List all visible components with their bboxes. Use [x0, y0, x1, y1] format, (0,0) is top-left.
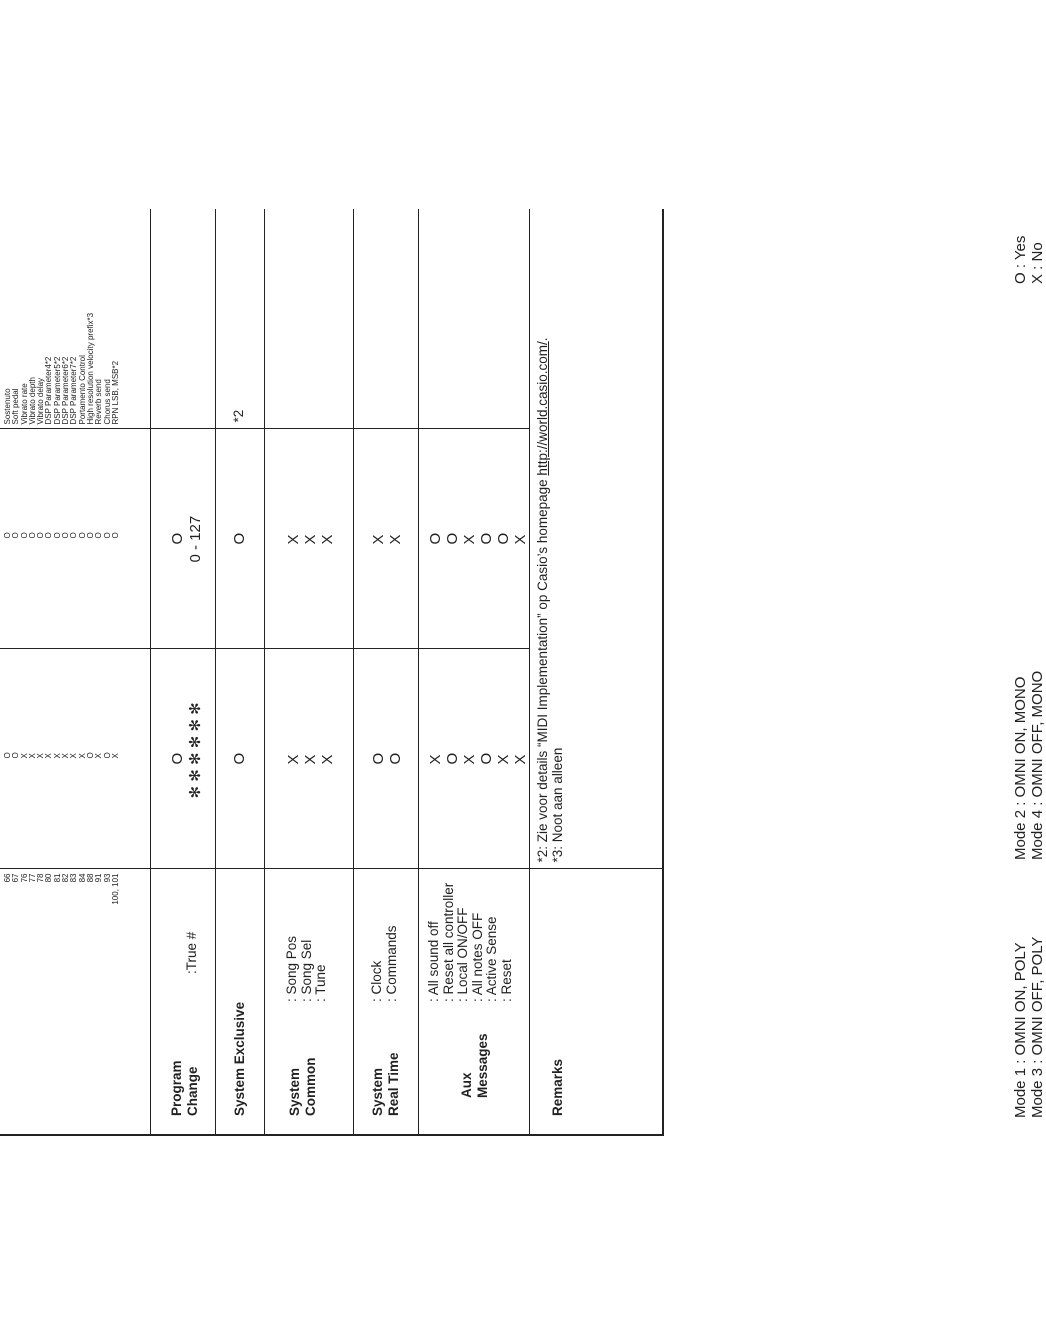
- control-recognized-mark: O: [44, 532, 54, 539]
- system-common-items: [285, 936, 329, 1002]
- control-number: 91: [94, 873, 104, 883]
- aux-recognized-mark: X: [461, 534, 478, 545]
- control-transmitted-mark: X: [77, 753, 87, 759]
- control-remark: DSP Parameter6*2: [61, 356, 71, 425]
- program-change-recognized: O: [169, 532, 186, 545]
- system-common-transmitted: [285, 754, 336, 764]
- control-recognized-mark: O: [52, 532, 62, 539]
- mode-3: Mode 3 : OMNI OFF, POLY: [1029, 936, 1046, 1118]
- system-real-time-recognized-mark: X: [387, 534, 404, 545]
- control-change-row: [0, 209, 151, 1135]
- system-common-remarks-cell: [265, 209, 354, 429]
- control-number: 88: [85, 873, 95, 883]
- mode-2: Mode 2 : OMNI ON, MONO: [1012, 676, 1029, 860]
- control-number: 93: [102, 873, 112, 883]
- legend-yes: O : Yes: [1012, 235, 1029, 284]
- system-exclusive-remarks-cell: [216, 209, 265, 429]
- system-exclusive-transmitted: O: [231, 752, 248, 765]
- program-change-label-2: Change: [185, 1066, 200, 1116]
- program-change-range: 0 - 127: [187, 515, 204, 563]
- system-real-time-recognized: [370, 534, 404, 544]
- system-real-time-recognized-cell: [354, 429, 419, 649]
- control-remark: RPN LSB, MSB*2: [110, 360, 120, 425]
- system-real-time-row: [354, 209, 419, 1135]
- system-real-time-remarks-cell: [354, 209, 419, 429]
- remarks-note-2: [536, 337, 551, 862]
- system-real-time-label-2: Real Time: [386, 1052, 401, 1116]
- aux-message-item: : All sound off: [426, 921, 441, 1002]
- system-common-row: [265, 209, 354, 1135]
- control-remark: Chorus send: [102, 379, 112, 425]
- control-number: 84: [77, 873, 87, 883]
- aux-messages-row: [419, 209, 530, 1135]
- control-remark: Vibrato delay: [36, 377, 46, 425]
- program-change-sub: :True #: [184, 931, 199, 974]
- control-transmitted-mark: O: [11, 752, 21, 759]
- control-transmitted-mark: O: [102, 752, 112, 759]
- midi-implementation-chart: [0, 209, 664, 1136]
- program-change-transmitted-cell: [151, 649, 216, 869]
- aux-transmitted-mark: O: [478, 752, 495, 765]
- control-recognized-mark: O: [3, 532, 12, 539]
- system-common-label: System: [287, 1067, 302, 1116]
- control-number: 78: [36, 873, 46, 883]
- control-recognized-mark: O: [61, 532, 71, 539]
- control-transmitted-mark: X: [52, 753, 62, 759]
- system-exclusive-recognized-cell: [216, 429, 265, 649]
- system-common-item: : Song Sel: [298, 939, 314, 1002]
- system-exclusive-remarks: *2: [231, 409, 246, 423]
- program-change-transmitted: O: [169, 752, 186, 765]
- aux-recognized-mark: O: [427, 532, 444, 545]
- system-real-time-label: System: [370, 1067, 385, 1116]
- control-remark: DSP Parameter5*2: [52, 356, 62, 425]
- system-real-time-items: [370, 925, 399, 1002]
- control-number: 67: [11, 873, 21, 883]
- program-change-recognized-cell: [151, 429, 216, 649]
- control-remark: Sostenuto: [3, 388, 12, 425]
- control-number: 83: [69, 873, 79, 883]
- aux-message-item: : Local ON/OFF: [455, 907, 470, 1002]
- control-transmitted-mark: X: [110, 753, 120, 759]
- control-transmitted-mark: X: [19, 753, 29, 759]
- program-change-row: [151, 209, 216, 1135]
- aux-recognized-mark: O: [495, 532, 512, 545]
- control-transmitted-mark: X: [27, 753, 37, 759]
- control-number: 76: [19, 873, 29, 883]
- aux-message-item: : Reset: [498, 959, 514, 1002]
- aux-transmitted-mark: X: [461, 754, 478, 765]
- control-number: 82: [61, 873, 71, 883]
- control-remark: Reverb send: [94, 379, 104, 425]
- system-common-label-cell: [265, 869, 354, 1135]
- system-exclusive-recognized: O: [231, 532, 248, 545]
- control-transmitted-mark: X: [69, 753, 79, 759]
- mode-legend: [1012, 937, 1046, 1118]
- aux-messages-remarks-cell: [419, 209, 530, 429]
- control-remark: Vibrato rate: [19, 383, 29, 425]
- control-remark: Portamento Control: [77, 355, 87, 425]
- control-remark: DSP Parameter7*2: [69, 356, 79, 425]
- mode-4: Mode 4 : OMNI OFF, MONO: [1029, 670, 1046, 860]
- aux-messages-recognized: [427, 533, 529, 545]
- control-number-cell: [0, 869, 151, 1135]
- system-exclusive-label: System Exclusive: [232, 1001, 247, 1116]
- control-recognized-mark: O: [94, 532, 104, 539]
- system-real-time-transmitted-cell: [354, 649, 419, 869]
- system-common-recognized-mark: X: [319, 534, 336, 545]
- program-change-remarks-cell: [151, 209, 216, 429]
- system-exclusive-row: [216, 209, 265, 1135]
- aux-transmitted-mark: X: [495, 754, 512, 765]
- system-real-time-recognized-mark: X: [370, 534, 387, 545]
- control-transmitted-mark: O: [3, 752, 12, 759]
- aux-recognized-mark: O: [478, 532, 495, 545]
- remarks-row: [530, 209, 664, 1135]
- system-common-recognized-cell: [265, 429, 354, 649]
- aux-message-item: : Active Sense: [484, 916, 499, 1002]
- control-recognized-mark: O: [19, 532, 29, 539]
- aux-transmitted-mark: O: [444, 752, 461, 765]
- control-transmitted-mark: O: [85, 752, 95, 759]
- program-change-label: Program: [169, 1060, 184, 1116]
- system-real-time-transmitted: [370, 753, 404, 765]
- control-recognized-mark: O: [77, 532, 87, 539]
- system-common-transmitted-mark: X: [285, 754, 302, 765]
- control-remarks-cell: [0, 209, 151, 429]
- system-common-recognized-mark: X: [302, 534, 319, 545]
- system-common-transmitted-mark: X: [319, 754, 336, 765]
- aux-messages-label-2: Messages: [475, 1033, 490, 1098]
- program-change-true-numbers: ✻ ✻ ✻ ✻ ✻ ✻: [187, 702, 204, 799]
- control-number: 100, 101: [110, 873, 120, 905]
- aux-message-item: : All notes OFF: [469, 912, 485, 1002]
- system-real-time-transmitted-mark: O: [387, 752, 404, 765]
- control-number: 80: [44, 873, 54, 883]
- system-common-recognized: [285, 534, 336, 544]
- control-recognized-cell: [0, 429, 151, 649]
- system-real-time-item: : Clock: [369, 960, 384, 1002]
- control-remark: Soft pedal: [11, 388, 21, 425]
- aux-messages-transmitted: [427, 753, 529, 765]
- control-number-list: [4, 874, 120, 905]
- control-transmitted-list: [4, 752, 120, 758]
- control-remark: Vibrato depth: [27, 377, 37, 425]
- remarks-note-2-suffix: .: [535, 337, 550, 342]
- rotated-page: [0, 210, 1046, 1136]
- control-transmitted-cell: [0, 649, 151, 869]
- control-recognized-list: [4, 532, 120, 538]
- control-remark: High resolution velocity prefix*3: [85, 312, 95, 425]
- legend-no: X : No: [1029, 242, 1046, 284]
- system-real-time-label-cell: [354, 869, 419, 1135]
- control-transmitted-mark: X: [61, 753, 71, 759]
- aux-messages-label-cell: [419, 869, 530, 1135]
- control-remarks-list: [4, 313, 120, 425]
- control-number: 66: [3, 873, 12, 883]
- control-recognized-mark: O: [27, 532, 37, 539]
- remarks-note-2-text: *2: Zie voor details “MIDI Implementation” op Casio’s homepage: [535, 475, 550, 863]
- control-number: 81: [52, 873, 62, 883]
- mode-1: Mode 1 : OMNI ON, POLY: [1012, 942, 1029, 1118]
- system-exclusive-transmitted-cell: [216, 649, 265, 869]
- aux-message-item: : Reset all controller: [440, 882, 456, 1002]
- control-recognized-mark: O: [85, 532, 95, 539]
- system-common-transmitted-mark: X: [302, 754, 319, 765]
- aux-transmitted-mark: X: [427, 754, 444, 765]
- yes-no-legend: [1012, 236, 1046, 284]
- system-common-item: : Tune: [313, 964, 328, 1002]
- control-number: 77: [27, 873, 37, 883]
- aux-recognized-mark: O: [444, 532, 461, 545]
- control-recognized-mark: O: [69, 532, 79, 539]
- system-exclusive-label-cell: [216, 869, 265, 1135]
- casio-homepage-link[interactable]: http://world.casio.com/: [535, 341, 550, 476]
- control-recognized-mark: O: [11, 532, 21, 539]
- control-remark: DSP Parameter4*2: [44, 356, 54, 425]
- system-common-transmitted-cell: [265, 649, 354, 869]
- control-recognized-mark: O: [110, 532, 120, 539]
- remarks-text-cell: [530, 209, 664, 869]
- aux-messages-recognized-cell: [419, 429, 530, 649]
- control-recognized-mark: O: [36, 532, 46, 539]
- program-change-label-cell: [151, 869, 216, 1135]
- remarks-label-cell: [530, 869, 664, 1135]
- control-transmitted-mark: X: [44, 753, 54, 759]
- mode-legend-2: [1012, 671, 1046, 860]
- aux-messages-items: [427, 883, 514, 1002]
- aux-messages-transmitted-cell: [419, 649, 530, 869]
- aux-transmitted-mark: X: [512, 754, 529, 765]
- system-real-time-item: : Commands: [383, 925, 399, 1002]
- system-common-item: : Song Pos: [284, 935, 299, 1002]
- control-recognized-mark: O: [102, 532, 112, 539]
- remarks-label: Remarks: [550, 1058, 565, 1116]
- system-common-label-2: Common: [303, 1057, 318, 1116]
- aux-messages-label: Aux: [459, 1072, 474, 1098]
- system-common-recognized-mark: X: [285, 534, 302, 545]
- system-real-time-transmitted-mark: O: [370, 752, 387, 765]
- aux-recognized-mark: X: [512, 534, 529, 545]
- control-transmitted-mark: X: [36, 753, 46, 759]
- remarks-note-3: *3: Noot aan alleen: [549, 747, 565, 863]
- control-transmitted-mark: X: [94, 753, 104, 759]
